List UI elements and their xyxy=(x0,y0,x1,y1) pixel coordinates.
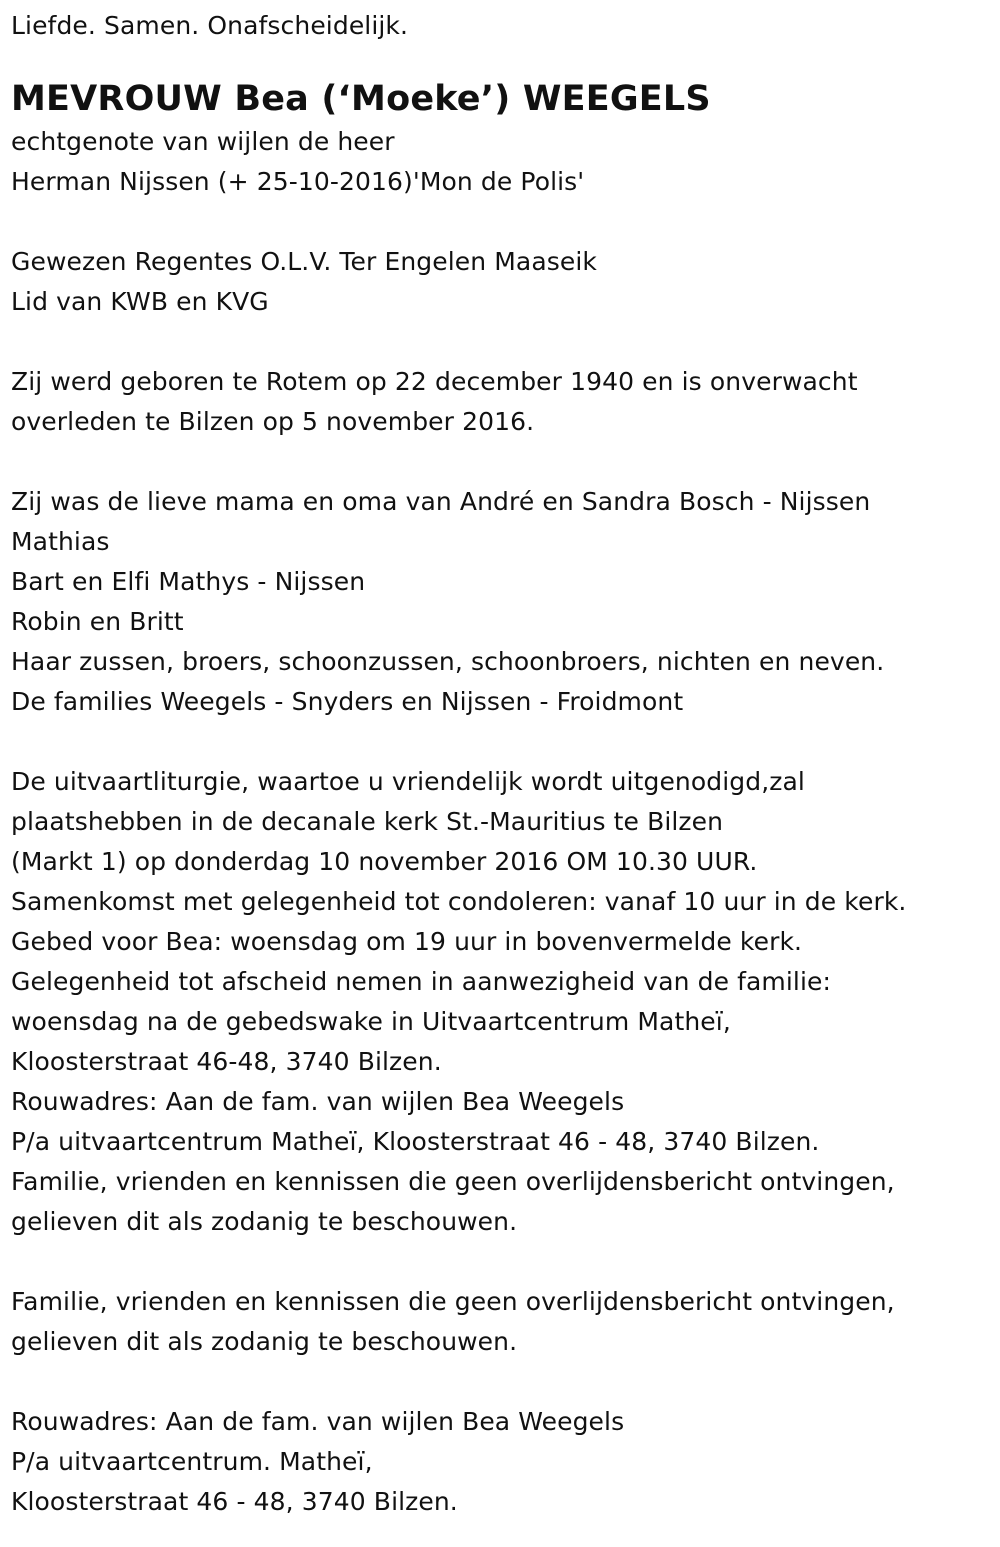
funeral-line: Familie, vrienden en kennissen die geen overlijdensbericht ontvingen, xyxy=(11,1167,895,1196)
motto: Liefde. Samen. Onafscheidelijk. xyxy=(11,11,409,40)
roles-block xyxy=(11,242,991,322)
birth-death-block xyxy=(11,362,991,442)
family-block xyxy=(11,482,991,722)
family-line: Zij was de lieve mama en oma van André en Sandra Bosch - Nijssen xyxy=(11,487,871,516)
funeral-line: De uitvaartliturgie, waartoe u vriendelijk wordt uitgenodigd,zal xyxy=(11,767,805,796)
notice-line: Familie, vrienden en kennissen die geen overlijdensbericht ontvingen, xyxy=(11,1287,895,1316)
funeral-line: Kloosterstraat 46-48, 3740 Bilzen. xyxy=(11,1047,442,1076)
address-line: P/a uitvaartcentrum. Matheï, xyxy=(11,1447,373,1476)
address-line: Rouwadres: Aan de fam. van wijlen Bea Weegels xyxy=(11,1407,625,1436)
role-line: Gewezen Regentes O.L.V. Ter Engelen Maaseik xyxy=(11,247,597,276)
funeral-line: Gebed voor Bea: woensdag om 19 uur in bovenvermelde kerk. xyxy=(11,927,803,956)
funeral-block xyxy=(11,762,991,1242)
notice-block xyxy=(11,1282,991,1362)
address-line: Kloosterstraat 46 - 48, 3740 Bilzen. xyxy=(11,1487,458,1516)
birth-death-line: overleden te Bilzen op 5 november 2016. xyxy=(11,407,535,436)
funeral-line: Rouwadres: Aan de fam. van wijlen Bea Weegels xyxy=(11,1087,625,1116)
notice-line: gelieven dit als zodanig te beschouwen. xyxy=(11,1327,518,1356)
deceased-name: MEVROUW Bea (‘Moeke’) WEEGELS xyxy=(11,79,711,119)
role-line: Lid van KWB en KVG xyxy=(11,287,269,316)
intro-line: echtgenote van wijlen de heer xyxy=(11,127,395,156)
funeral-line: (Markt 1) op donderdag 10 november 2016 OM 10.30 UUR. xyxy=(11,847,758,876)
family-line: Bart en Elfi Mathys - Nijssen xyxy=(11,567,366,596)
family-line: Haar zussen, broers, schoonzussen, schoonbroers, nichten en neven. xyxy=(11,647,885,676)
funeral-line: P/a uitvaartcentrum Matheï, Kloosterstraat 46 - 48, 3740 Bilzen. xyxy=(11,1127,820,1156)
family-line: De families Weegels - Snyders en Nijssen - Froidmont xyxy=(11,687,684,716)
funeral-line: gelieven dit als zodanig te beschouwen. xyxy=(11,1207,518,1236)
funeral-line: Samenkomst met gelegenheid tot condoleren: vanaf 10 uur in de kerk. xyxy=(11,887,907,916)
family-line: Mathias xyxy=(11,527,110,556)
obituary-document xyxy=(11,6,991,1522)
intro-line: Herman Nijssen (+ 25-10-2016)'Mon de Polis' xyxy=(11,167,585,196)
funeral-line: woensdag na de gebedswake in Uitvaartcentrum Matheï, xyxy=(11,1007,731,1036)
funeral-line: Gelegenheid tot afscheid nemen in aanwezigheid van de familie: xyxy=(11,967,832,996)
intro-block xyxy=(11,122,991,202)
family-line: Robin en Britt xyxy=(11,607,184,636)
address-block xyxy=(11,1402,991,1522)
funeral-line: plaatshebben in de decanale kerk St.-Mauritius te Bilzen xyxy=(11,807,724,836)
birth-death-line: Zij werd geboren te Rotem op 22 december 1940 en is onverwacht xyxy=(11,367,858,396)
